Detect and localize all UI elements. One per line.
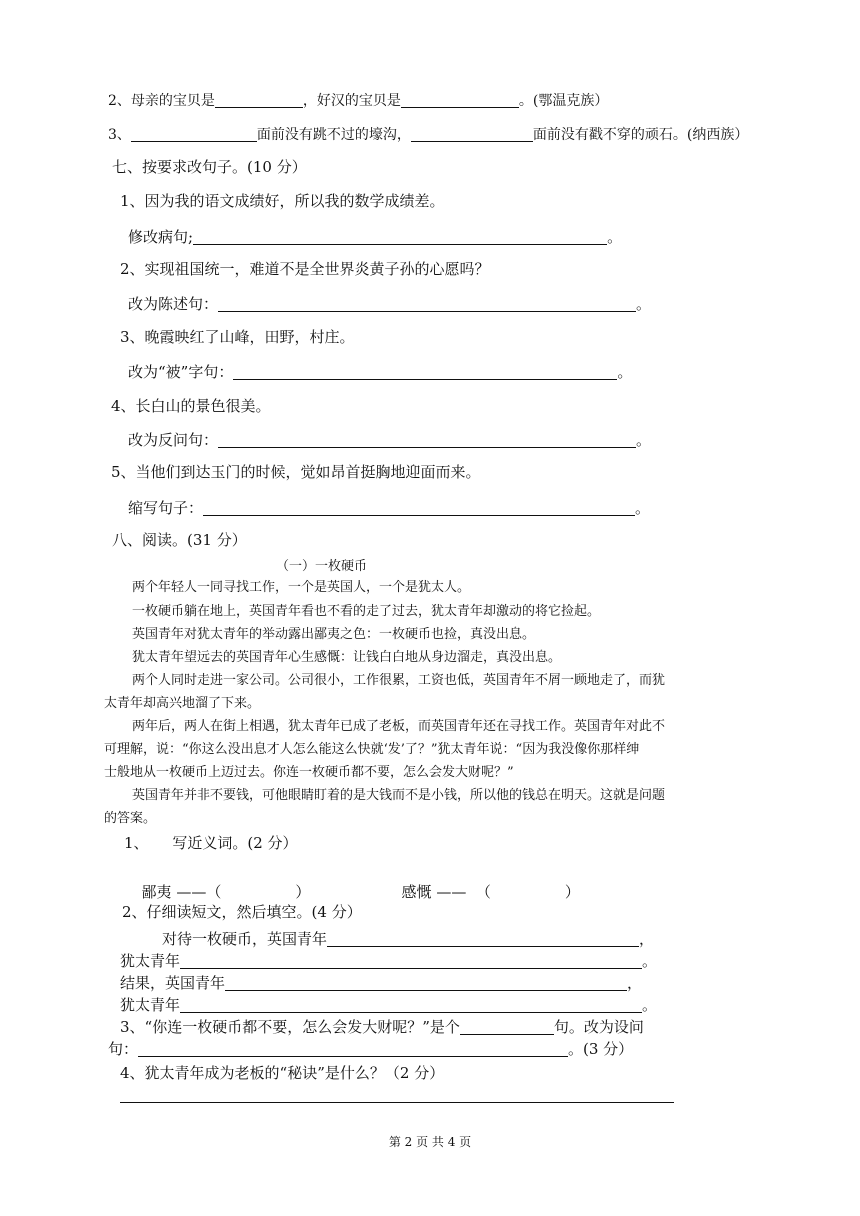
comma: ， <box>627 974 643 992</box>
question-3-text-b: 句。改为设问 <box>553 1018 644 1036</box>
blank[interactable] <box>411 127 533 142</box>
synonym-1 <box>132 870 310 900</box>
fill-label: 结果，英国青年 <box>120 974 226 992</box>
proverb-3-text-a: 3、 <box>108 127 131 143</box>
answer-label: 缩写句子： <box>128 499 204 517</box>
answer-blank[interactable] <box>218 432 636 448</box>
rewrite-answer <box>128 500 650 516</box>
section-7-heading: 七、按要求改句子。(10 分） <box>112 158 307 176</box>
proverb-2 <box>108 93 608 108</box>
period: 。 <box>617 363 633 381</box>
question-3-line-1 <box>120 1020 644 1035</box>
answer-label: 改为陈述句： <box>128 295 219 313</box>
paren-close: ） <box>564 883 580 901</box>
blank[interactable] <box>131 127 257 142</box>
question-3-score: 。(3 分） <box>568 1040 634 1058</box>
rewrite-answer <box>128 432 651 448</box>
fill-blank[interactable] <box>327 932 639 947</box>
fill-blank[interactable] <box>225 976 627 991</box>
rewrite-question: 3、晚霞映红了山峰，田野，村庄。 <box>120 328 355 346</box>
proverb-2-text-c: 。(鄂温克族） <box>518 93 609 109</box>
question-2-heading: 2、仔细读短文，然后填空。(4 分） <box>122 903 362 921</box>
fill-line-1 <box>162 932 654 947</box>
proverb-2-text-a: 2、母亲的宝贝是 <box>108 93 215 109</box>
blank[interactable] <box>401 93 519 108</box>
fill-line-2 <box>120 954 657 969</box>
comma: ， <box>639 930 655 948</box>
rewrite-question: 1、因为我的语文成绩好，所以我的数学成绩差。 <box>120 192 445 210</box>
story-paragraph: 太青年却高兴地溜了下来。 <box>104 696 261 711</box>
answer-label: 改为“被”字句： <box>128 363 234 381</box>
rewrite-question: 5、当他们到达玉门的时候，觉如昂首挺胸地迎面而来。 <box>111 463 481 481</box>
fill-line-3 <box>120 976 642 991</box>
period: 。 <box>642 996 658 1014</box>
rewrite-blank[interactable] <box>138 1042 568 1057</box>
proverb-3 <box>108 127 748 142</box>
fill-label: 对待一枚硬币，英国青年 <box>162 930 328 948</box>
rewrite-answer <box>128 296 651 312</box>
proverb-3-text-b: 面前没有跳不过的壕沟， <box>256 127 411 143</box>
synonym-2-label: 感慨 —— （ <box>401 883 491 901</box>
period: 。 <box>636 295 652 313</box>
rewrite-question: 4、长白山的景色很美。 <box>111 397 271 415</box>
fill-blank[interactable] <box>180 998 642 1013</box>
synonym-1-label: 鄙夷 ——（ <box>141 883 222 901</box>
question-3-label: 句： <box>108 1040 139 1058</box>
story-paragraph: 犹太青年望远去的英国青年心生感慨：让钱白白地从身边溜走，真没出息。 <box>132 650 562 665</box>
story-paragraph: 两个人同时走进一家公司。公司很小，工作很累，工资也低，英国青年不屑一顾地走了，而犹 <box>132 673 666 688</box>
period: 。 <box>642 952 658 970</box>
fill-blank[interactable] <box>180 954 642 969</box>
rewrite-answer <box>128 364 632 380</box>
rewrite-question: 2、实现祖国统一，难道不是全世界炎黄子孙的心愿吗？ <box>120 260 490 278</box>
blank[interactable] <box>215 93 303 108</box>
story-title: （一）一枚硬币 <box>276 559 368 574</box>
period: 。 <box>635 499 651 517</box>
answer-blank[interactable] <box>233 364 617 380</box>
period: 。 <box>636 431 652 449</box>
period: 。 <box>607 228 623 246</box>
story-paragraph: 可理解，说：“你这么没出息才人怎么能这么快就‘发’了？”犹太青年说：“因为我没像你那样绅 <box>104 742 640 757</box>
rewrite-answer <box>128 229 622 245</box>
fill-line-4 <box>120 998 657 1013</box>
story-paragraph: 的答案。 <box>104 811 157 826</box>
proverb-2-text-b: ，好汉的宝贝是 <box>302 93 401 109</box>
sentence-type-blank[interactable] <box>460 1020 554 1035</box>
story-paragraph: 英国青年并非不要钱，可他眼睛盯着的是大钱而不是小钱，所以他的钱总在明天。这就是问题 <box>132 788 666 803</box>
answer-line[interactable] <box>120 1102 674 1103</box>
page-number: 第 2 页 共 4 页 <box>388 1135 472 1149</box>
question-1-heading: 1、 写近义词。(2 分） <box>124 834 298 852</box>
story-paragraph: 两个年轻人一同寻找工作，一个是英国人，一个是犹太人。 <box>132 580 471 595</box>
fill-label: 犹太青年 <box>120 952 181 970</box>
question-3-line-2 <box>108 1042 633 1057</box>
answer-blank[interactable] <box>203 500 635 516</box>
question-3-text: 3、“你连一枚硬币都不要，怎么会发大财呢？”是个 <box>120 1018 460 1036</box>
story-paragraph: 英国青年对犹太青年的举动露出鄙夷之色：一枚硬币也捡，真没出息。 <box>132 627 536 642</box>
proverb-3-text-c: 面前没有戳不穿的顽石。(纳西族） <box>532 127 749 143</box>
paren-close: ） <box>295 883 311 901</box>
story-paragraph: 一枚硬币躺在地上，英国青年看也不看的走了过去，犹太青年却激动的将它捡起。 <box>132 604 601 619</box>
question-4-heading: 4、犹太青年成为老板的“秘诀”是什么？（2 分） <box>120 1064 445 1082</box>
answer-label: 改为反问句： <box>128 431 219 449</box>
synonym-2 <box>392 870 580 900</box>
answer-label: 修改病句; <box>128 228 194 246</box>
answer-blank[interactable] <box>193 229 607 245</box>
story-paragraph: 士般地从一枚硬币上迈过去。你连一枚硬币都不要，怎么会发大财呢？” <box>104 765 514 780</box>
fill-label: 犹太青年 <box>120 996 181 1014</box>
story-paragraph: 两年后，两人在街上相遇，犹太青年已成了老板，而英国青年还在寻找工作。英国青年对此不 <box>132 719 666 734</box>
section-8-heading: 八、阅读。(31 分） <box>112 531 247 549</box>
answer-blank[interactable] <box>218 296 636 312</box>
